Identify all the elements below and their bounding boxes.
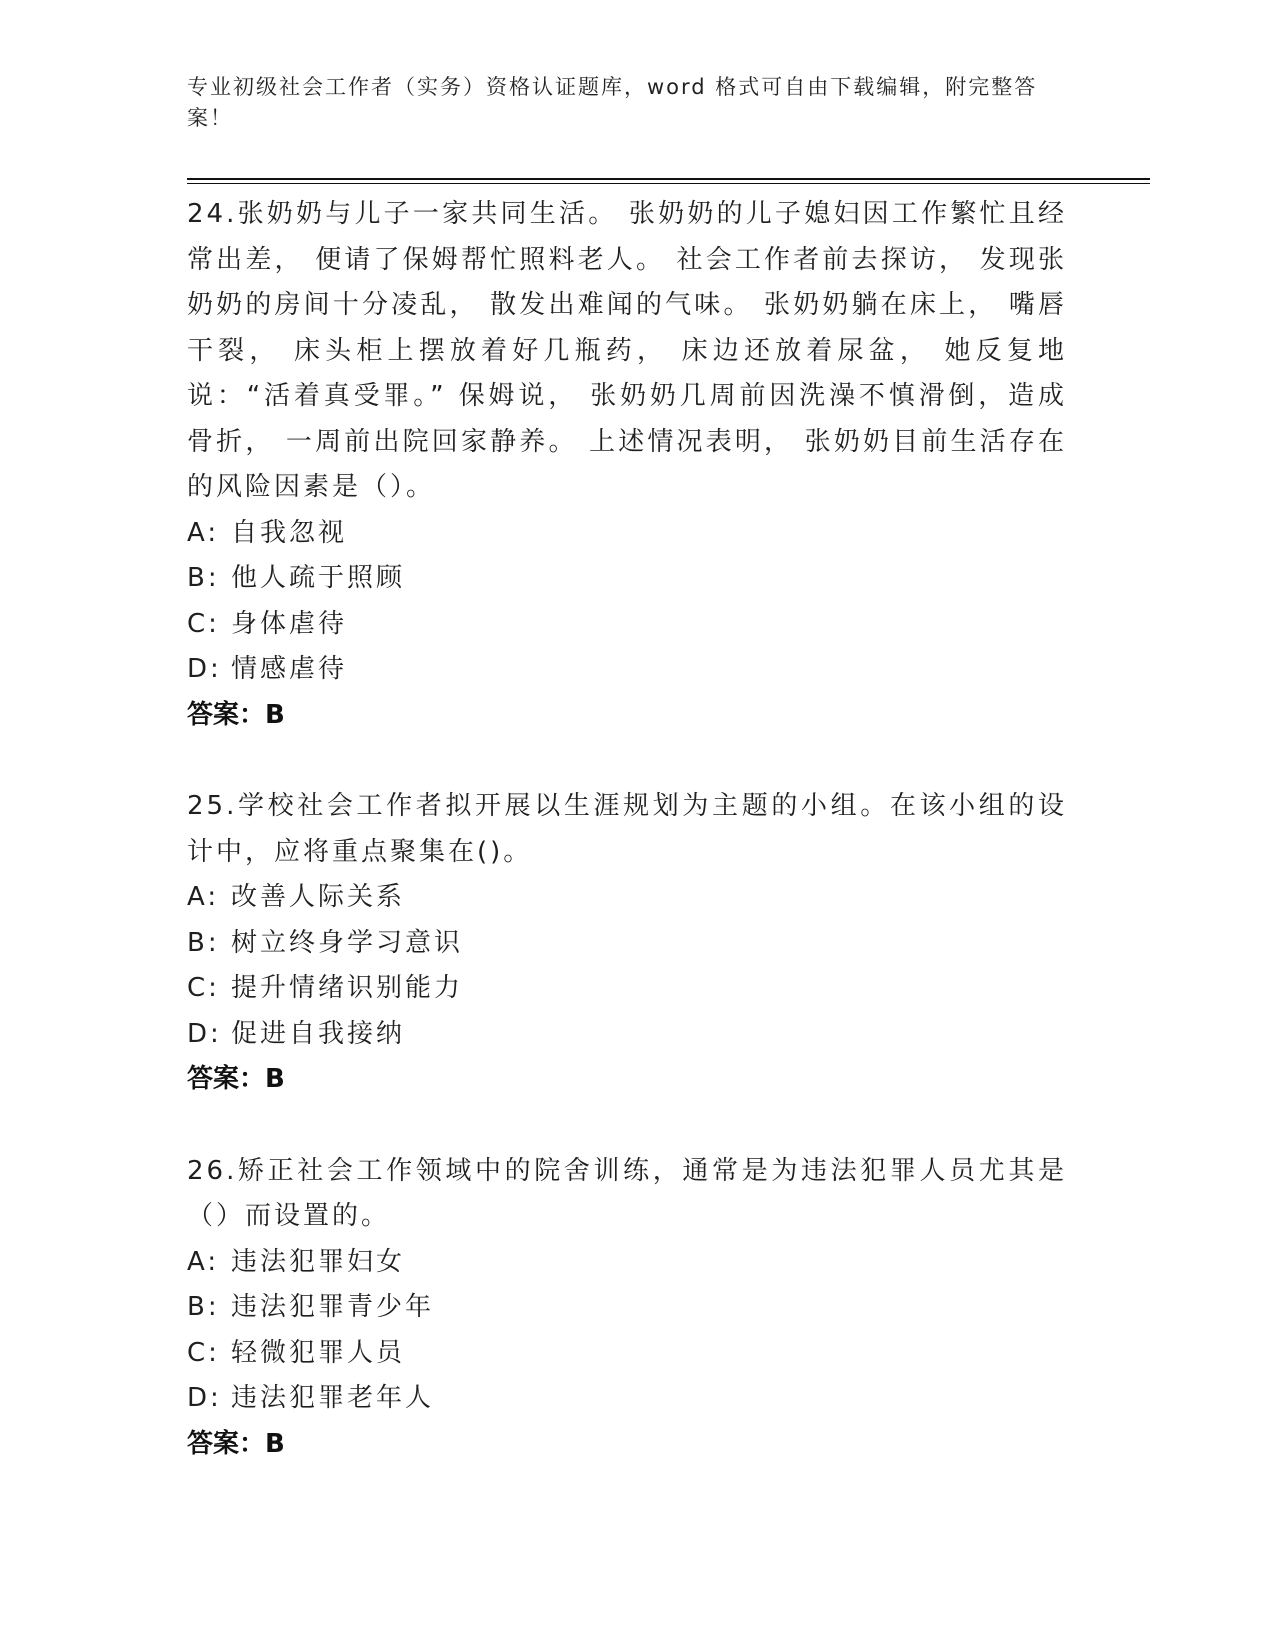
question-stem: 25.学校社会工作者拟开展以生涯规划为主题的小组。在该小组的设计中，应将重点聚集在()。 (187, 791, 1067, 867)
option-key: A: (187, 1246, 220, 1277)
option-key: A: (187, 517, 220, 548)
header-divider-thick (187, 178, 1150, 180)
option-text: 树立终身学习意识 (231, 927, 464, 958)
option-d (187, 1376, 1067, 1422)
answer-line: 答案：B (187, 699, 285, 730)
option-d (187, 647, 1067, 693)
option-key: A: (187, 882, 220, 912)
option-a (187, 875, 1067, 921)
option-c (187, 1331, 1067, 1377)
option-key: B: (187, 563, 220, 593)
question-stem: 24.张奶奶与儿子一家共同生活。 张奶奶的儿子媳妇因工作繁忙且经常出差， 便请了保姆帮忙照料老人。 社会工作者前去探访， 发现张奶奶的房间十分凌乱， 散发出难闻的气味。 张奶奶躺在床上， 嘴唇干裂， 床头柜上摆放着好几瓶药， 床边还放着尿盆， 她反复地说：“活着真受罪。” 保姆说， 张奶奶几周前因洗澡不慎滑倒，造成骨折， 一周前出院回家静养。 上述情况表明， 张奶奶目前生活存在的风险因素是（）。 (187, 199, 1067, 502)
option-text: 情感虐待 (231, 654, 348, 684)
option-text: 轻微犯罪人员 (231, 1337, 406, 1368)
option-b (187, 1285, 1067, 1331)
option-text: 促进自我接纳 (231, 1018, 406, 1049)
option-key: C: (187, 608, 220, 639)
answer-line: 答案：B (187, 1428, 285, 1459)
option-key: B: (187, 927, 220, 958)
option-text: 自我忽视 (231, 517, 348, 548)
option-c (187, 602, 1067, 648)
page-header: 专业初级社会工作者（实务）资格认证题库，word 格式可自由下载编辑，附完整答案！ (187, 75, 1038, 130)
question-list (187, 192, 1067, 1513)
answer-line: 答案：B (187, 1064, 285, 1094)
question-stem: 26.矫正社会工作领域中的院舍训练，通常是为违法犯罪人员尤其是（）而设置的。 (187, 1155, 1067, 1231)
option-text: 他人疏于照顾 (231, 563, 406, 593)
question-24 (187, 192, 1067, 738)
option-text: 改善人际关系 (231, 882, 406, 912)
option-key: D: (187, 654, 222, 684)
option-text: 违法犯罪青少年 (231, 1292, 435, 1322)
option-text: 提升情绪识别能力 (231, 973, 464, 1003)
option-a (187, 1240, 1067, 1286)
option-key: D: (187, 1383, 222, 1413)
option-c (187, 966, 1067, 1012)
option-key: B: (187, 1292, 220, 1322)
option-a (187, 511, 1067, 557)
option-b (187, 556, 1067, 602)
header-divider-thin (187, 183, 1150, 184)
option-d (187, 1012, 1067, 1058)
question-26 (187, 1149, 1067, 1468)
option-text: 违法犯罪妇女 (231, 1246, 406, 1277)
option-text: 身体虐待 (231, 608, 348, 639)
option-key: C: (187, 1337, 220, 1368)
option-b (187, 921, 1067, 967)
option-text: 违法犯罪老年人 (231, 1383, 435, 1413)
option-key: D: (187, 1018, 222, 1049)
question-25 (187, 784, 1067, 1103)
option-key: C: (187, 973, 220, 1003)
